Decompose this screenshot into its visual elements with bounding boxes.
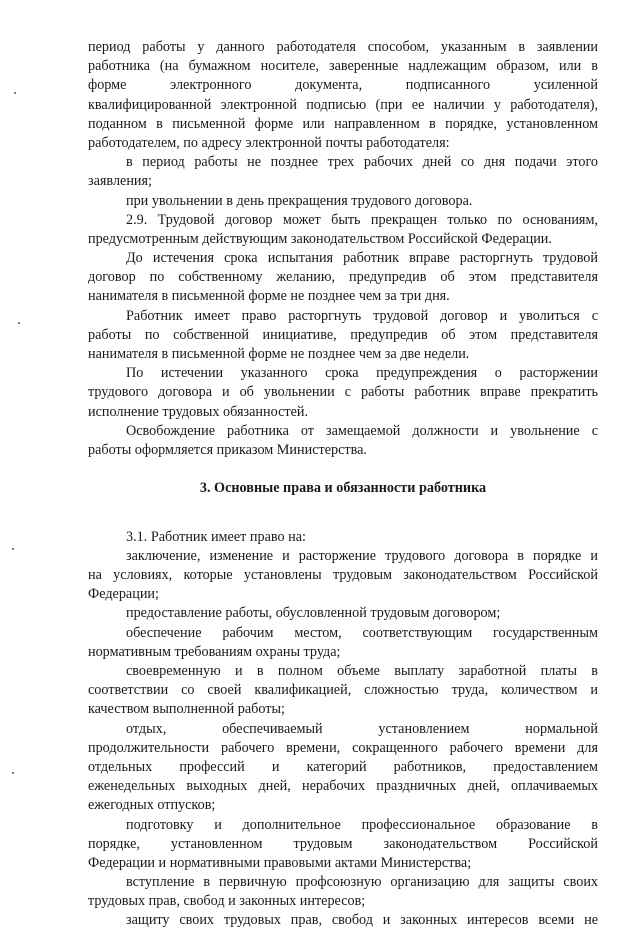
- text-line: подготовку и дополнительное профессиональное образование в: [126, 816, 598, 833]
- text-line: порядке, установленном трудовым законодательством Российской: [88, 835, 598, 852]
- spacer: [88, 499, 598, 518]
- text-line: 2.9. Трудовой договор может быть прекращен только по основаниям,: [126, 211, 598, 228]
- document-page: [88, 38, 598, 931]
- text-line: при увольнении в день прекращения трудового договора.: [126, 192, 473, 209]
- text-line: договор по собственному желанию, предупредив об этом представителя: [88, 269, 598, 286]
- text-line: квалифицированной электронной подписью (при ее наличии у работодателя),: [88, 96, 598, 113]
- text-line: предоставление работы, обусловленной трудовым договором;: [126, 605, 501, 622]
- text-line: 3.1. Работник имеет право на:: [126, 528, 306, 545]
- text-line: нанимателя в письменной форме не позднее чем за две недели.: [88, 346, 470, 362]
- scan-speck: [12, 772, 14, 774]
- text-line: работника (на бумажном носителе, заверенные надлежащим образом, или в: [88, 58, 598, 75]
- text-line: защиту своих трудовых прав, свобод и законных интересов всеми не: [126, 912, 598, 929]
- text-line: в период работы не позднее трех рабочих дней со дня подачи этого: [126, 154, 598, 171]
- spacer: [88, 460, 598, 479]
- text-line: По истечении указанного срока предупреждения о расторжении: [126, 365, 598, 382]
- text-line: вступление в первичную профсоюзную организацию для защиты своих: [126, 874, 598, 891]
- text-line: предусмотренным действующим законодательством Российской Федерации.: [88, 230, 552, 247]
- text-line: поданном в письменной форме или направленном в порядке, установленном: [88, 115, 598, 132]
- text-line: ежегодных отпусков;: [88, 797, 216, 814]
- text-line: продолжительности рабочего времени, сокращенного рабочего времени для: [88, 739, 598, 756]
- scan-speck: [12, 548, 14, 550]
- text-line: трудового договора и об увольнении с работы работник вправе прекратить: [88, 384, 598, 401]
- text-line: Федерации;: [88, 586, 159, 603]
- scan-speck: [18, 322, 20, 324]
- text-line: работы оформляется приказом Министерства.: [88, 441, 367, 458]
- text-line: период работы у данного работодателя способом, указанным в заявлении: [88, 39, 598, 55]
- text-line: форме электронного документа, подписанного усиленной: [88, 77, 598, 94]
- text-line: исполнение трудовых обязанностей.: [88, 403, 309, 420]
- section-heading: 3. Основные права и обязанности работника: [199, 480, 487, 497]
- scan-speck: [14, 92, 16, 94]
- text-line: на условиях, которые установлены трудовым законодательством Российской: [88, 567, 598, 584]
- text-line: работодателем, по адресу электронной почты работодателя:: [88, 134, 450, 151]
- text-line: обеспечение рабочим местом, соответствующим государственным: [126, 624, 598, 641]
- text-line: еженедельных выходных дней, нерабочих праздничных дней, оплачиваемых: [88, 778, 598, 795]
- text-line: Федерации и нормативными правовыми актами Министерства;: [88, 854, 472, 871]
- text-line: работы по собственной инициативе, предупредив об этом представителя: [88, 326, 598, 343]
- text-line: отдых, обеспечиваемый установлением нормальной: [126, 720, 598, 737]
- text-line: нанимателя в письменной форме не позднее чем за три дня.: [88, 288, 450, 305]
- text-line: заявления;: [88, 173, 152, 190]
- text-line: качеством выполненной работы;: [88, 701, 285, 718]
- text-line: трудовых прав, свобод и законных интересов;: [88, 893, 366, 910]
- spacer: [88, 518, 598, 528]
- text-line: До истечения срока испытания работник вправе расторгнуть трудовой: [126, 250, 598, 267]
- text-line: Работник имеет право расторгнуть трудовой договор и уволиться с: [126, 307, 598, 324]
- text-line: нормативным требованиям охраны труда;: [88, 643, 341, 660]
- text-line: Освобождение работника от замещаемой должности и увольнение с: [126, 422, 598, 439]
- text-line: своевременную и в полном объеме выплату заработной платы в: [126, 663, 598, 679]
- text-line: заключение, изменение и расторжение трудового договора в порядке и: [126, 547, 598, 564]
- text-line: соответствии со своей квалификацией, сложностью труда, количеством и: [88, 682, 598, 699]
- text-line: отдельных профессий и категорий работников, предоставлением: [88, 758, 598, 775]
